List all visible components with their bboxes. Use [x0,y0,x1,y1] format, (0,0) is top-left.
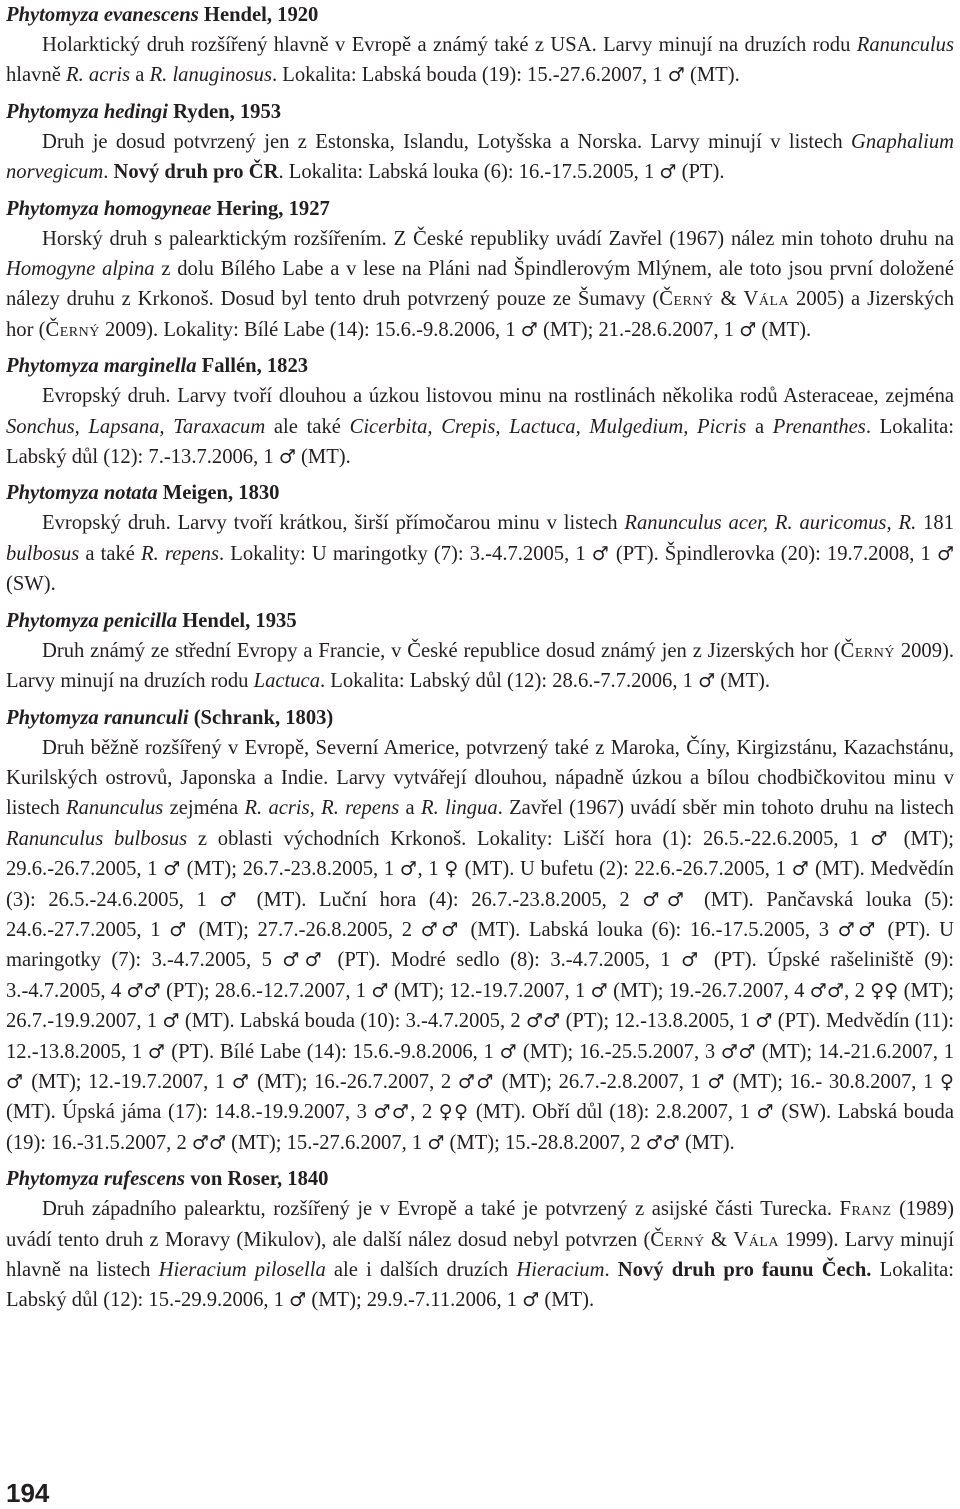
species-description: Druh známý ze střední Evropy a Francie, v České republice dosud známý jen z Jizerských hor (Černý 2009). Larvy minují na druzích rodu Lactuca. Lokalita: Labský důl (12): 28.6.-7.7.2006, 1 ♂ (MT). [6,639,955,693]
species-heading [6,97,954,127]
species-author: Fallén, 1823 [201,355,309,378]
species-description: Druh běžně rozšířený v Evropě, Severní Americe, potvrzený také z Maroka, Číny, Kirgizstánu, Kazachstánu, Kurilských ostrovů, Japonska a Indie. Larvy vytvářejí dlouhou, nápadně úzkou a bílou chodbičkovitou minu v listech Ranunculus zejména R. acris, R. repens a R. lingua. Zavřel (1967) uvádí sběr min tohoto druhu na listech Ranunculus bulbosus z oblasti východních Krkonoš. Lokality: Liščí hora (1): 26.5.-22.6.2005, 1 ♂ (MT); 29.6.-26.7.2005, 1 ♂ (MT); 26.7.-23.8.2005, 1 ♂, 1 ♀ (MT). U bufetu (2): 22.6.-26.7.2005, 1 ♂ (MT). Medvědín (3): 26.5.-24.6.2005, 1 ♂ (MT). Luční hora (4): 26.7.-23.8.2005, 2 ♂♂ (MT). Pančavská louka (5): 24.6.-27.7.2005, 1 ♂ (MT); 27.7.-26.8.2005, 2 ♂♂ (MT). Labská louka (6): 16.-17.5.2005, 3 ♂♂ (PT). U maringotky (7): 3.-4.7.2005, 5 ♂♂ (PT). Modré sedlo (8): 3.-4.7.2005, 1 ♂ (PT). Úpské rašeliniště (9): 3.-4.7.2005, 4 ♂♂ (PT); 28.6.-12.7.2007, 1 ♂ (MT); 12.-19.7.2007, 1 ♂ (MT); 19.-26.7.2007, 4 ♂♂, 2 ♀♀ (MT); 26.7.-19.9.2007, 1 ♂ (MT). Labská bouda (10): 3.-4.7.2005, 2 ♂♂ (PT); 12.-13.8.2005, 1 ♂ (PT). Medvědín (11): 12.-13.8.2005, 1 ♂ (PT). Bílé Labe (14): 15.6.-9.8.2006, 1 ♂ (MT); 16.-25.5.2007, 3 ♂♂ (MT); 14.-21.6.2007, 1 ♂ (MT); 12.-19.7.2007, 1 ♂ (MT); 16.-26.7.2007, 2 ♂♂ (MT); 26.7.-2.8.2007, 1 ♂ (MT); 16.- 30.8.2007, 1 ♀ (MT). Úpská jáma (17): 14.8.-19.9.2007, 3 ♂♂, 2 ♀♀ (MT). Obří důl (18): 2.8.2007, 1 ♂ (SW). Labská bouda (19): 16.-31.5.2007, 2 ♂♂ (MT); 15.-27.6.2007, 1 ♂ (MT); 15.-28.8.2007, 2 ♂♂ (MT). [6,736,955,1154]
species-description: Druh západního palearktu, rozšířený je v Evropě a také je potvrzený z asijské části Turecka. Franz (1989) uvádí tento druh z Moravy (Mikulov), ale další nález dosud nebyl potvrzen (Černý & Vála 1999). Larvy minují hlavně na listech Hieracium pilosella ale i dalších druzích Hieracium. Nový druh pro faunu Čech. Lokalita: Labský důl (12): 15.-29.9.2006, 1 ♂ (MT); 29.9.-7.11.2006, 1 ♂ (MT). [6,1198,955,1312]
species-name: Phytomyza notata [6,482,158,505]
species-list [6,0,954,1322]
species-entry [6,478,954,599]
species-name: Phytomyza marginella [6,355,197,378]
species-name: Phytomyza ranunculi [6,706,189,729]
species-name: Phytomyza hedingi [6,100,168,123]
species-heading [6,351,954,381]
species-author: Ryden, 1953 [173,100,282,123]
species-name: Phytomyza evanescens [6,4,199,26]
species-name: Phytomyza penicilla [6,609,178,632]
species-heading [6,1164,954,1194]
species-name: Phytomyza rufescens [6,1168,186,1191]
species-author: von Roser, 1840 [190,1168,329,1191]
species-heading [6,0,954,30]
species-author: (Schrank, 1803) [193,706,334,729]
species-author: Hering, 1927 [216,197,330,220]
species-entry [6,97,954,188]
species-entry [6,703,954,1159]
species-heading [6,478,954,508]
species-description: Holarktický druh rozšířený hlavně v Evropě a známý také z USA. Larvy minují na druzích rodu Ranunculus hlavně R. acris a R. lanuginosus. Lokalita: Labská bouda (19): 15.-27.6.2007, 1 ♂ (MT). [6,34,954,87]
species-description: Druh je dosud potvrzený jen z Estonska, Islandu, Lotyšska a Norska. Larvy minují v listech Gnaphalium norvegicum. Nový druh pro ČR. Lokalita: Labská louka (6): 16.-17.5.2005, 1 ♂ (PT). [6,130,954,184]
species-name: Phytomyza homogyneae [6,197,212,220]
page-number: 194 [6,1478,50,1508]
species-heading [6,194,954,224]
species-entry [6,0,954,91]
species-entry [6,1164,954,1316]
species-author: Hendel, 1935 [182,609,297,632]
species-description: Evropský druh. Larvy tvoří dlouhou a úzkou listovou minu na rostlinách několika rodů Asteraceae, zejména Sonchus, Lapsana, Taraxacum ale také Cicerbita, Crepis, Lactuca, Mulgedium, Picris a Prenanthes. Lokalita: Labský důl (12): 7.-13.7.2006, 1 ♂ (MT). [6,385,955,469]
species-entry [6,606,954,697]
species-entry [6,351,954,472]
species-author: Meigen, 1830 [162,482,280,505]
species-heading [6,606,954,636]
species-heading [6,703,954,733]
species-entry [6,194,954,346]
species-description: Horský druh s palearktickým rozšířením. Z České republiky uvádí Zavřel (1967) nález min tohoto druhu na Homogyne alpina z dolu Bílého Labe a v lese na Pláni nad Špindlerovým Mlýnem, ale toto jsou první doložené nálezy druhu z Krkonoš. Dosud byl tento druh potvrzený pouze ze Šumavy (Černý & Vála 2005) a Jizerských hor (Černý 2009). Lokality: Bílé Labe (14): 15.6.-9.8.2006, 1 ♂ (MT); 21.-28.6.2007, 1 ♂ (MT). [6,227,954,341]
species-author: Hendel, 1920 [203,4,319,26]
species-description: Evropský druh. Larvy tvoří krátkou, širší přímočarou minu v listech Ranunculus acer, R. auricomus, R. 181 bulbosus a také R. repens. Lokality: U maringotky (7): 3.-4.7.2005, 1 ♂ (PT). Špindlerovka (20): 19.7.2008, 1 ♂ (SW). [6,512,955,596]
